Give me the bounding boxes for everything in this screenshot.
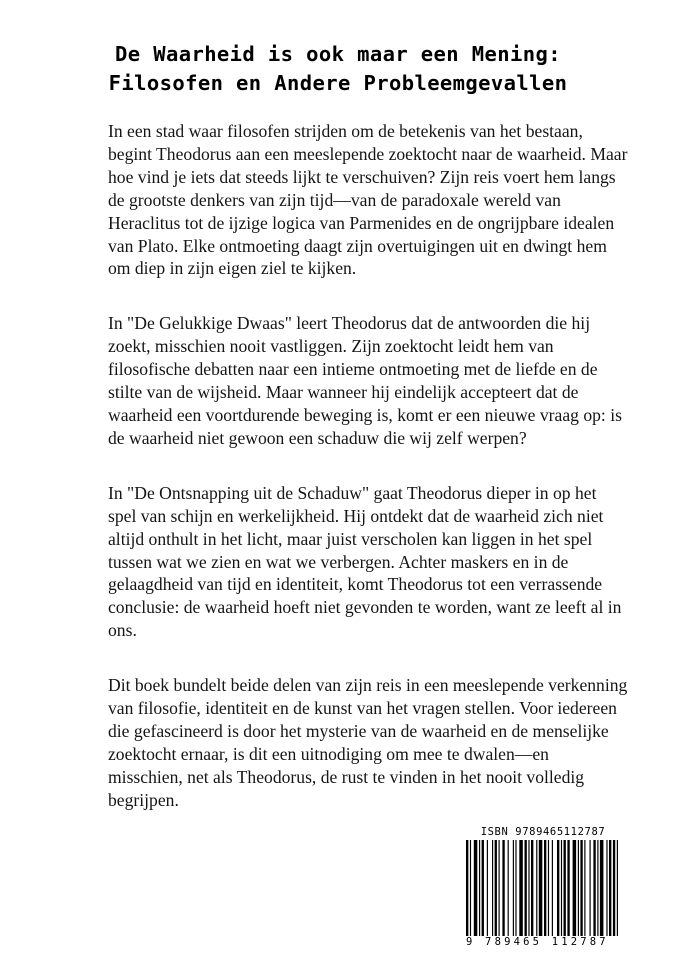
text-line: die gefascineerd is door het mysterie van de waarheid en de menselijke — [108, 720, 609, 741]
text-line: ons. — [108, 620, 137, 641]
barcode-bar — [499, 840, 500, 936]
isbn-digits: 9 789465 112787 — [466, 936, 609, 948]
barcode-bar — [466, 840, 468, 936]
barcode-bars — [466, 840, 622, 936]
barcode-bar — [515, 840, 516, 936]
barcode-bar — [502, 840, 504, 936]
barcode-bar — [470, 840, 471, 936]
barcode-bar — [474, 840, 478, 936]
barcode-bar — [557, 840, 559, 936]
text-line: om diep in zijn eigen ziel te kijken. — [108, 258, 357, 279]
text-line: hoe vind je iets dat steeds lijkt te verschuiven? Zijn reis voert hem langs — [108, 166, 616, 187]
barcode-bar — [590, 840, 591, 936]
barcode-bar — [528, 840, 529, 936]
text-line: de grootste denkers van zijn tijd—van de paradoxale wereld van — [108, 189, 561, 210]
barcode-bar — [617, 840, 618, 936]
barcode-bar — [606, 840, 607, 936]
isbn-barcode — [462, 826, 624, 950]
text-line: In een stad waar filosofen strijden om de betekenis van het bestaan, — [108, 121, 583, 141]
text-line: zoektocht ernaar, is dit een uitnodiging om mee te dwalen—en — [108, 743, 549, 764]
text-line: Heraclitus tot de ijzige logica van Parmenides en de ongrijpbare idealen — [108, 212, 615, 233]
barcode-bar — [544, 840, 546, 936]
barcode-bar — [600, 840, 604, 936]
blurb-paragraph-3 — [108, 482, 644, 642]
text-line: van filosofie, identiteit en de kunst van het vragen stellen. Voor iedereen — [108, 698, 617, 719]
barcode-bar — [508, 840, 509, 936]
text-line: gelaagdheid van tijd en identiteit, komt Theodorus tot een verrassende — [108, 574, 603, 595]
text-line: misschien, net als Theodorus, de rust te vinden in het nooit volledig — [108, 766, 585, 787]
barcode-bar — [593, 840, 595, 936]
text-line: de waarheid niet gewoon een schaduw die wij zelf werpen? — [108, 427, 527, 448]
barcode-bar — [573, 840, 577, 936]
title-line-1: De Waarheid is ook maar een Mening: — [115, 42, 561, 66]
text-line: conclusie: de waarheid hoeft niet gevonden te worden, want ze leeft al in — [108, 597, 622, 618]
text-line: In "De Ontsnapping uit de Schaduw" gaat Theodorus dieper in op het — [108, 482, 597, 503]
text-line: begint Theodorus aan een meeslepende zoektocht naar de waarheid. Maar — [108, 143, 628, 164]
text-line: stilte van de wijsheid. Maar wanneer hij eindelijk accepteert dat de — [108, 382, 579, 403]
text-line: begrijpen. — [108, 789, 179, 810]
barcode-bar — [492, 840, 493, 936]
barcode-bar — [525, 840, 527, 936]
text-line: waarheid een voortdurende beweging is, komt er een nieuwe vraag op: is — [108, 404, 622, 425]
text-line: Dit boek bundelt beide delen van zijn reis in een meeslepende verkenning — [108, 675, 628, 696]
barcode-bar — [495, 840, 497, 936]
blurb-paragraph-1 — [108, 120, 644, 280]
barcode-bar — [578, 840, 579, 936]
barcode-bar — [482, 840, 484, 936]
barcode-bar — [531, 840, 533, 936]
barcode-bar — [479, 840, 480, 936]
text-line: filosofische debatten naar een intieme ontmoeting met de liefde en de — [108, 359, 598, 380]
text-line: van Plato. Elke ontmoeting daagt zijn overtuigingen uit en dwingt hem — [108, 235, 607, 256]
barcode-bar — [564, 840, 566, 936]
barcode-bar — [609, 840, 611, 936]
barcode-bar — [513, 840, 514, 936]
text-line: In "De Gelukkige Dwaas" leert Theodorus dat de antwoorden die hij — [108, 313, 591, 334]
blurb-text — [108, 120, 644, 844]
barcode-bar — [580, 840, 582, 936]
isbn-label: ISBN 9789465112787 — [480, 826, 606, 838]
barcode-bar — [567, 840, 569, 936]
blurb-paragraph-4 — [108, 674, 644, 811]
text-line: zoekt, misschien nooit vastliggen. Zijn zoektocht leidt hem van — [108, 336, 554, 357]
barcode-bar — [536, 840, 537, 936]
barcode-bar — [552, 840, 553, 936]
barcode-bar — [548, 840, 549, 936]
barcode-bar — [597, 840, 598, 936]
barcode-bar — [519, 840, 523, 936]
barcode-bar — [487, 840, 488, 936]
title-line-2: Filosofen en Andere Probleemgevallen — [108, 71, 568, 95]
blurb-paragraph-2 — [108, 312, 644, 449]
text-line: spel van schijn en werkelijkheid. Hij ontdekt dat de waarheid zich niet — [108, 505, 604, 526]
text-line: tussen wat we zien en wat we verbergen. Achter maskers en in de — [108, 551, 569, 572]
barcode-bar — [539, 840, 543, 936]
text-line: altijd onthult in het licht, maar juist verscholen kan liggen in het spel — [108, 528, 593, 549]
book-title — [40, 40, 636, 98]
barcode-bar — [613, 840, 615, 936]
barcode-bar — [584, 840, 585, 936]
barcode-bar — [561, 840, 562, 936]
